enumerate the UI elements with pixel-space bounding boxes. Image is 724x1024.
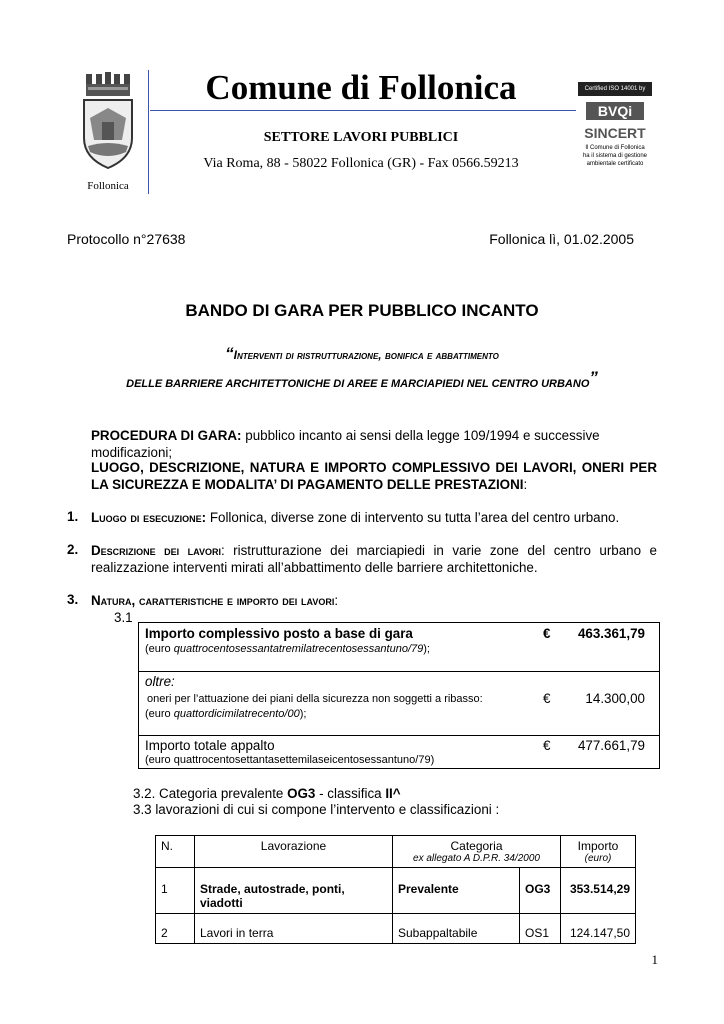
table-header-row bbox=[156, 836, 636, 868]
subtitle-line-2: DELLE BARRIERE ARCHITETTONICHE DI AREE E MARCIAPIEDI NEL CENTRO URBANO” bbox=[126, 368, 598, 390]
title-rule bbox=[150, 110, 576, 111]
header-lavorazione: Lavorazione bbox=[195, 836, 393, 868]
base-amount-words: (euro quattrocentosessantatremilatrecentosessantuno/79); bbox=[145, 643, 430, 655]
prevalent-category-line: 3.2. Categoria prevalente OG3 - classifica II^ bbox=[133, 786, 401, 801]
row-separator bbox=[139, 735, 659, 736]
header-importo: Importo (euro) bbox=[561, 836, 636, 868]
base-amount-value: 463.361,79 bbox=[577, 626, 645, 641]
cell-n: 2 bbox=[156, 914, 195, 944]
section-3-1-label: 3.1 bbox=[114, 610, 133, 625]
cert-description: Il Comune di Follonica ha il sistema di gestione ambientale certificato bbox=[582, 145, 648, 167]
sector-name: SETTORE LAVORI PUBBLICI bbox=[263, 130, 459, 145]
procedura-paragraph: PROCEDURA DI GARA: pubblico incanto ai sensi della legge 109/1994 e successive modificazioni; bbox=[91, 428, 600, 460]
cell-lavorazione: Strade, autostrade, ponti, viadotti bbox=[195, 868, 393, 914]
list-item: Natura, caratteristiche e importo dei lavori: bbox=[91, 593, 339, 608]
works-table bbox=[155, 835, 636, 944]
cell-categoria: OG3 bbox=[520, 868, 561, 914]
luogo-heading: LUOGO, DESCRIZIONE, NATURA E IMPORTO COMPLESSIVO DEI LAVORI, ONERI PER LA SICUREZZA E MODALITA’ DI PAGAMENTO DELLE PRESTAZIONI: bbox=[91, 460, 657, 492]
cell-importo: 353.514,29 bbox=[561, 868, 636, 914]
page-number: 1 bbox=[651, 952, 658, 967]
office-address: Via Roma, 88 - 58022 Follonica (GR) - Fax 0566.59213 bbox=[203, 156, 519, 171]
page-title: Comune di Follonica bbox=[205, 68, 517, 107]
header-n: N. bbox=[156, 836, 195, 868]
cell-importo: 124.147,50 bbox=[561, 914, 636, 944]
cell-categoria: OS1 bbox=[520, 914, 561, 944]
svg-text:SINCERT: SINCERT bbox=[584, 125, 646, 141]
total-amount-words: (euro quattrocentosettantasettemilaseicentosessantuno/79) bbox=[145, 754, 435, 766]
currency-symbol: € bbox=[543, 691, 551, 706]
works-intro-line: 3.3 lavorazioni di cui si compone l’intervento e classificazioni : bbox=[133, 802, 500, 817]
table-row bbox=[156, 868, 636, 914]
city-crest-icon bbox=[78, 70, 138, 178]
base-amount-label: Importo complessivo posto a base di gara bbox=[145, 626, 413, 641]
cert-top-label: Certified ISO 14001 by bbox=[578, 82, 652, 96]
currency-symbol: € bbox=[543, 738, 551, 753]
protocol-number: Protocollo n°27638 bbox=[67, 231, 186, 247]
table-row bbox=[156, 914, 636, 944]
currency-symbol: € bbox=[543, 626, 551, 641]
cell-lavorazione: Lavori in terra bbox=[195, 914, 393, 944]
svg-text:BVQi: BVQi bbox=[597, 103, 633, 119]
amount-box bbox=[138, 622, 660, 769]
subtitle-line-1: “Interventi di ristrutturazione, bonifica e abbattimento bbox=[225, 344, 499, 363]
place-and-date: Follonica lì, 01.02.2005 bbox=[489, 231, 634, 247]
item-number: 2. bbox=[67, 542, 79, 557]
safety-costs-words: (euro quattordicimilatrecento/00); bbox=[145, 708, 307, 720]
list-item: Luogo di esecuzione: Follonica, diverse zone di intervento su tutta l’area del centro urbano. bbox=[91, 510, 620, 525]
oltre-label: oltre: bbox=[145, 674, 175, 689]
cell-tipo: Prevalente bbox=[393, 868, 520, 914]
crest-caption: Follonica bbox=[87, 180, 129, 192]
bvqi-sincert-logo-icon bbox=[584, 98, 646, 144]
document-title: BANDO DI GARA PER PUBBLICO INCANTO bbox=[185, 301, 539, 320]
cell-n: 1 bbox=[156, 868, 195, 914]
list-item: Descrizione dei lavori: ristrutturazione dei marciapiedi in varie zone del centro urbano e realizzazione interventi mirati all’abbattimento delle barriere architettoniche. bbox=[91, 543, 657, 575]
item-number: 3. bbox=[67, 592, 79, 607]
item-number: 1. bbox=[67, 509, 79, 524]
safety-costs-value: 14.300,00 bbox=[585, 691, 645, 706]
total-amount-label: Importo totale appalto bbox=[145, 738, 275, 753]
iso-certification-badge bbox=[578, 82, 652, 182]
header-divider bbox=[148, 70, 149, 194]
cell-tipo: Subappaltabile bbox=[393, 914, 520, 944]
row-separator bbox=[139, 671, 659, 672]
header-categoria: Categoria ex allegato A D.P.R. 34/2000 bbox=[393, 836, 561, 868]
safety-costs-text: oneri per l’attuazione dei piani della sicurezza non soggetti a ribasso: bbox=[147, 693, 483, 705]
total-amount-value: 477.661,79 bbox=[577, 738, 645, 753]
